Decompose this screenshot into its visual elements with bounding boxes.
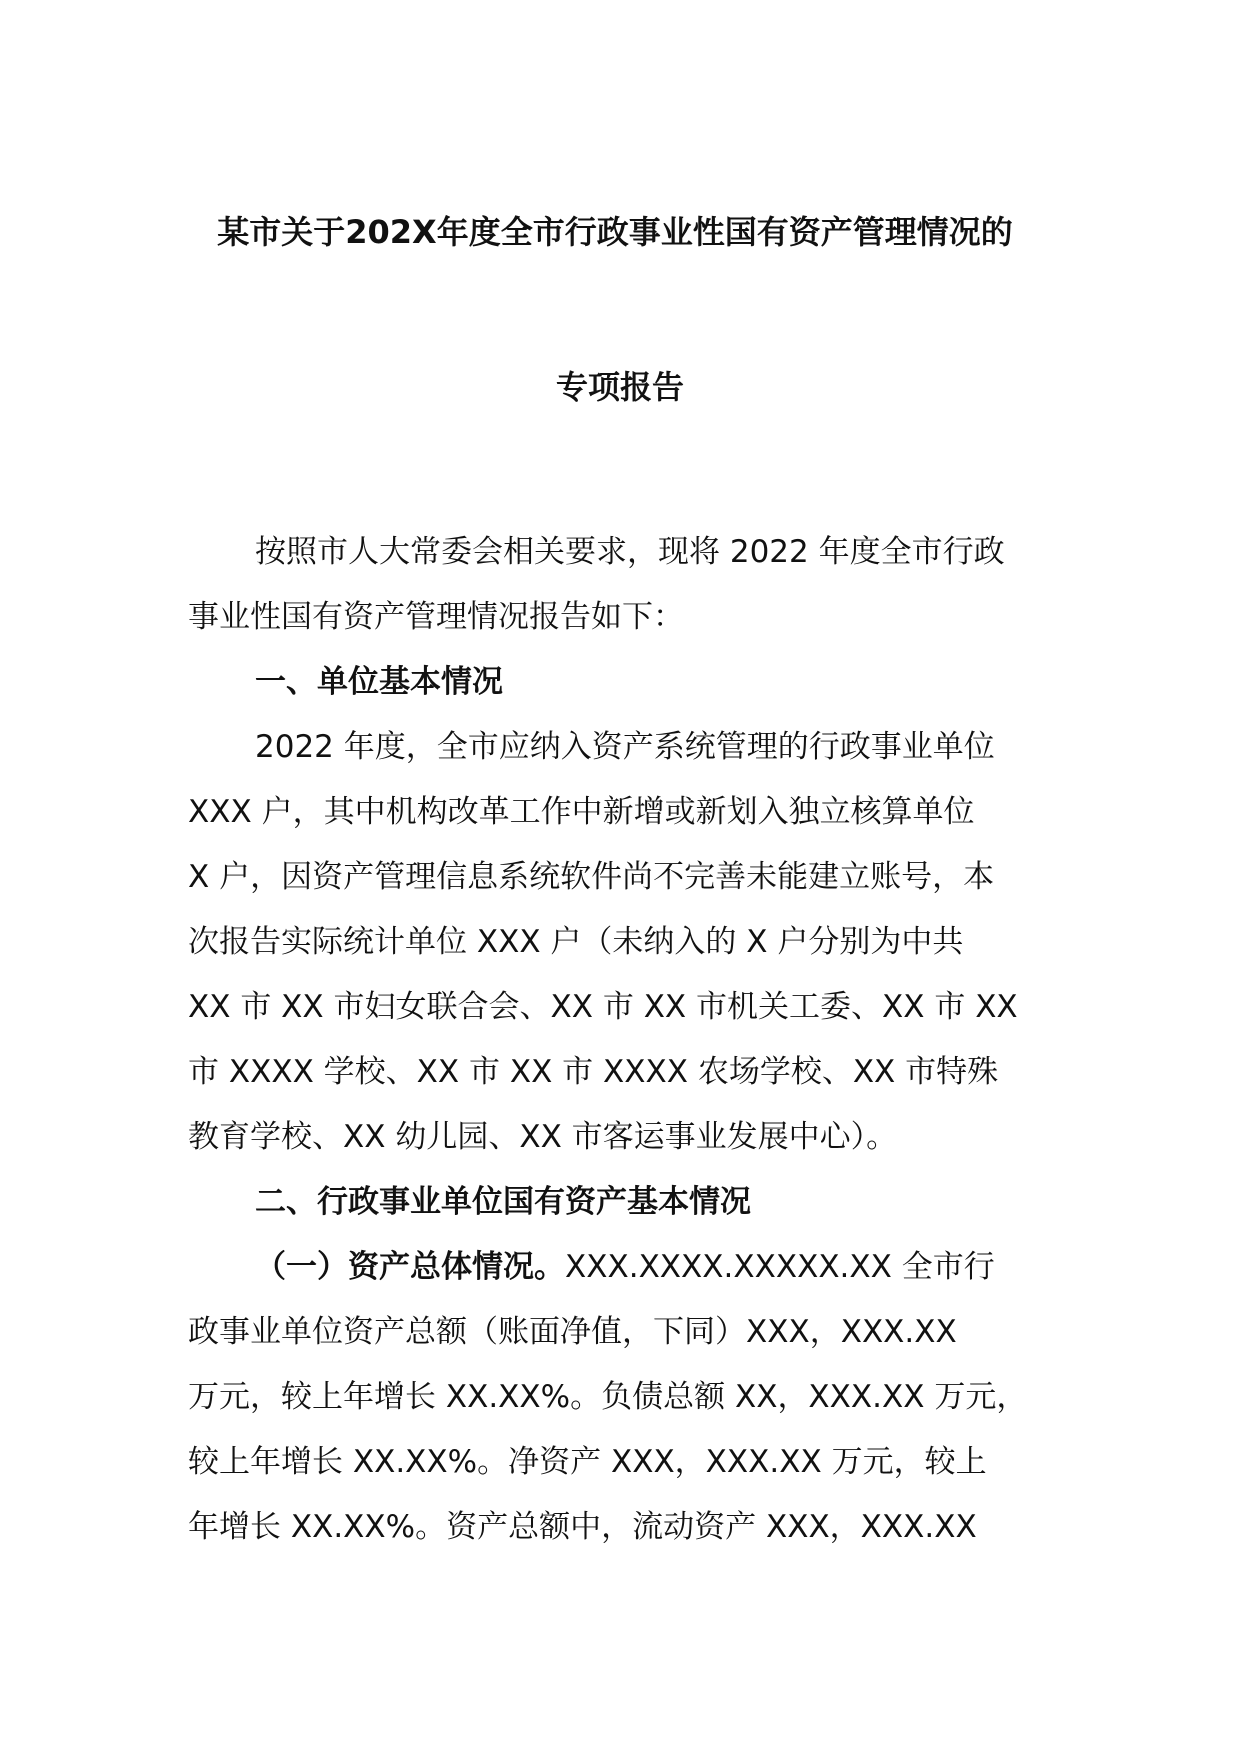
paragraph-assets-line-1-text: XXX.XXXX.XXXXX.XX 全市行 bbox=[565, 1249, 995, 1285]
paragraph-units-line-2: XXX 户，其中机构改革工作中新增或新划入独立核算单位 bbox=[188, 794, 975, 830]
paragraph-assets-line-4: 较上年增长 XX.XX%。净资产 XXX，XXX.XX 万元，较上 bbox=[188, 1444, 987, 1480]
paragraph-units-line-7: 教育学校、XX 幼儿园、XX 市客运事业发展中心）。 bbox=[188, 1119, 898, 1155]
subsection-heading-1: （一）资产总体情况。 bbox=[255, 1249, 565, 1285]
paragraph-assets-line-1 bbox=[255, 1247, 995, 1287]
paragraph-units-line-3: X 户，因资产管理信息系统软件尚不完善未能建立账号，本 bbox=[188, 859, 995, 895]
paragraph-assets-line-2: 政事业单位资产总额（账面净值，下同）XXX，XXX.XX bbox=[188, 1314, 957, 1350]
paragraph-assets-line-5: 年增长 XX.XX%。资产总额中，流动资产 XXX，XXX.XX bbox=[188, 1509, 977, 1545]
paragraph-units-line-1: 2022 年度，全市应纳入资产系统管理的行政事业单位 bbox=[255, 729, 995, 765]
document-title-line-1: 某市关于202X年度全市行政事业性国有资产管理情况的 bbox=[217, 213, 1013, 251]
section-heading-1: 一、单位基本情况 bbox=[255, 664, 503, 700]
section-heading-2: 二、行政事业单位国有资产基本情况 bbox=[255, 1184, 751, 1220]
paragraph-units-line-5: XX 市 XX 市妇女联合会、XX 市 XX 市机关工委、XX 市 XX bbox=[188, 989, 1018, 1025]
paragraph-intro-line-2: 事业性国有资产管理情况报告如下： bbox=[188, 599, 684, 635]
paragraph-units-line-4: 次报告实际统计单位 XXX 户（未纳入的 X 户分别为中共 bbox=[188, 924, 964, 960]
paragraph-units-line-6: 市 XXXX 学校、XX 市 XX 市 XXXX 农场学校、XX 市特殊 bbox=[188, 1054, 999, 1090]
document-title-line-2: 专项报告 bbox=[555, 368, 684, 406]
paragraph-intro-line-1: 按照市人大常委会相关要求，现将 2022 年度全市行政 bbox=[255, 534, 1005, 570]
paragraph-assets-line-3: 万元，较上年增长 XX.XX%。负债总额 XX，XXX.XX 万元， bbox=[188, 1379, 1028, 1415]
